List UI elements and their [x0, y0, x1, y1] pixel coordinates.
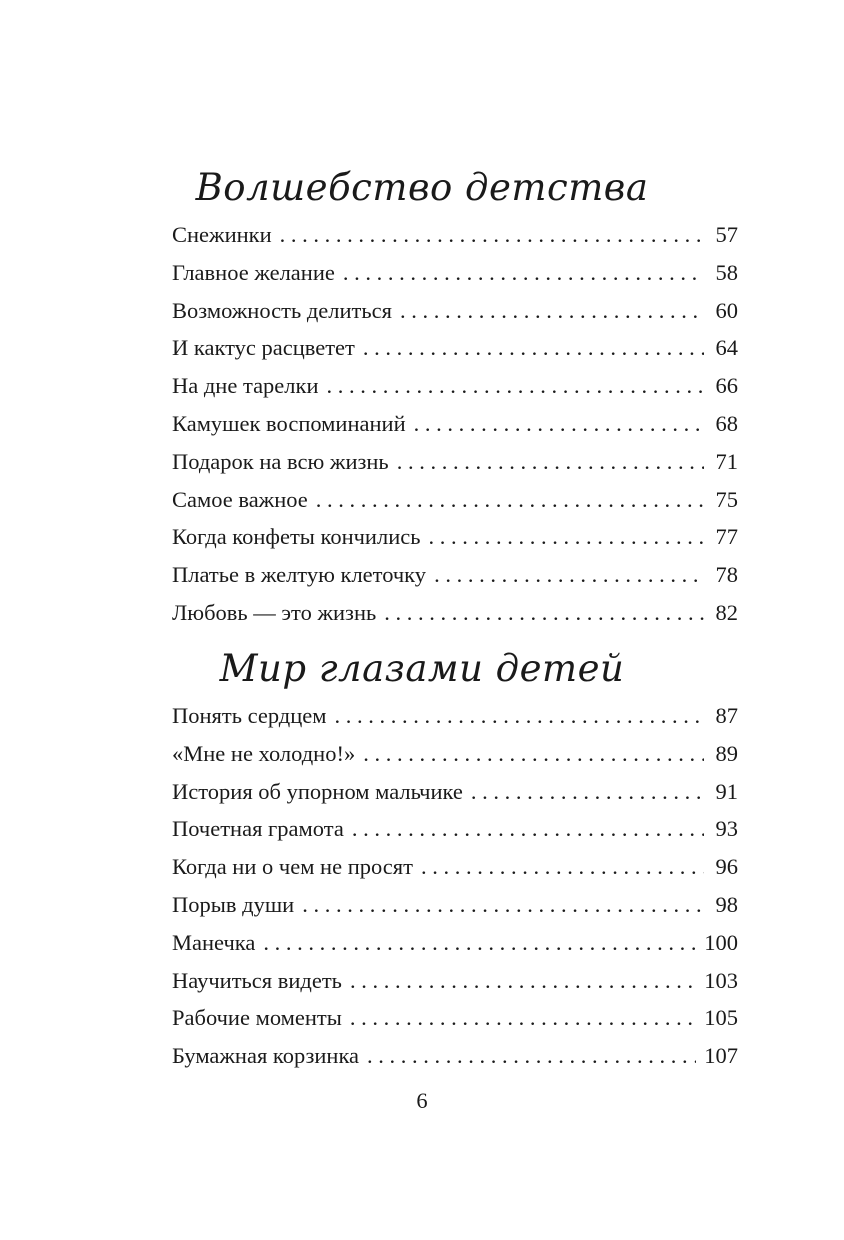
toc-entry	[172, 254, 738, 292]
toc-entry-title: Возможность делиться	[172, 297, 392, 323]
toc-entry	[172, 886, 738, 924]
dot-leader	[384, 594, 704, 632]
dot-leader	[343, 254, 704, 292]
toc-entry	[172, 810, 738, 848]
toc-entry-title: Подарок на всю жизнь	[172, 448, 389, 474]
toc-entry-page: 105	[704, 1005, 738, 1031]
toc-entry-page: 82	[715, 599, 738, 625]
toc-entry	[172, 481, 738, 519]
dot-leader	[471, 773, 704, 811]
toc-entry	[172, 735, 738, 773]
toc-entry	[172, 518, 738, 556]
dot-leader	[434, 556, 704, 594]
toc-entry-title: Камушек воспоминаний	[172, 410, 406, 436]
dot-leader	[263, 924, 696, 962]
toc-entry-page: 71	[715, 448, 738, 474]
toc-entry-page: 58	[715, 259, 738, 285]
dot-leader	[280, 216, 704, 254]
toc-entry-page: 66	[715, 373, 738, 399]
dot-leader	[421, 848, 704, 886]
section-title-1: Волшебство детства	[195, 166, 649, 209]
dot-leader	[414, 405, 704, 443]
toc-entry-page: 107	[704, 1043, 738, 1069]
toc-entry	[172, 556, 738, 594]
toc-section-2	[172, 697, 738, 1075]
toc-entry	[172, 924, 738, 962]
dot-leader	[316, 481, 704, 519]
toc-entry	[172, 405, 738, 443]
toc-entry	[172, 292, 738, 330]
toc-entry-title: Манечка	[172, 929, 256, 955]
toc-entry	[172, 848, 738, 886]
toc-entry	[172, 773, 738, 811]
toc-entry	[172, 329, 738, 367]
dot-leader	[428, 518, 704, 556]
toc-entry-title: Самое важное	[172, 486, 308, 512]
toc-entry-page: 75	[715, 486, 738, 512]
toc-section-1	[172, 216, 738, 632]
toc-entry-title: Порыв души	[172, 891, 295, 917]
toc-entry-page: 78	[715, 562, 738, 588]
toc-entry-title: Любовь — это жизнь	[172, 599, 377, 625]
toc-entry	[172, 697, 738, 735]
dot-leader	[352, 810, 704, 848]
toc-entry-page: 57	[715, 222, 738, 247]
toc-entry-title: Научиться видеть	[172, 967, 342, 993]
toc-entry-page: 87	[715, 703, 738, 728]
section-title-2: Мир глазами детей	[219, 647, 625, 690]
toc-entry-title: Главное желание	[172, 259, 335, 285]
toc-entry	[172, 962, 738, 1000]
page-number: 6	[416, 1088, 428, 1113]
toc-entry-title: Понять сердцем	[172, 703, 327, 728]
toc-entry-page: 93	[715, 816, 738, 842]
dot-leader	[363, 735, 704, 773]
toc-entry-title: Бумажная корзинка	[172, 1043, 360, 1069]
toc-entry-title: И кактус расцветет	[172, 335, 355, 361]
dot-leader	[327, 367, 705, 405]
toc-entry-page: 77	[715, 524, 738, 550]
toc-entry	[172, 216, 738, 254]
dot-leader	[363, 329, 704, 367]
dot-leader	[302, 886, 704, 924]
toc-entry-title: Когда конфеты кончились	[172, 524, 421, 550]
toc-entry-title: «Мне не холодно!»	[172, 740, 356, 766]
toc-entry-title: Когда ни о чем не просят	[172, 854, 413, 880]
toc-entry	[172, 594, 738, 632]
toc-entry	[172, 999, 738, 1037]
toc-entry-page: 91	[715, 778, 738, 804]
dot-leader	[367, 1037, 696, 1075]
toc-entry-page: 64	[715, 335, 738, 361]
dot-leader	[350, 999, 696, 1037]
toc-entry-page: 60	[715, 297, 738, 323]
dot-leader	[335, 697, 704, 735]
toc-entry-title: Рабочие моменты	[172, 1005, 342, 1031]
toc-entry	[172, 1037, 738, 1075]
toc-entry-page: 96	[715, 854, 738, 880]
toc-entry-title: На дне тарелки	[172, 373, 319, 399]
toc-entry-page: 68	[715, 410, 738, 436]
toc-entry-title: Почетная грамота	[172, 816, 344, 842]
toc-entry	[172, 367, 738, 405]
toc-entry-page: 103	[704, 967, 738, 993]
toc-entry-page: 98	[715, 891, 738, 917]
toc-entry-title: История об упорном мальчике	[172, 778, 463, 804]
toc-entry-title: Платье в желтую клеточку	[172, 562, 427, 588]
toc-entry-page: 100	[704, 929, 738, 955]
toc-entry-page: 89	[715, 740, 738, 766]
toc-entry	[172, 443, 738, 481]
dot-leader	[397, 443, 704, 481]
dot-leader	[400, 292, 704, 330]
dot-leader	[350, 962, 696, 1000]
toc-entry-title: Снежинки	[172, 222, 272, 247]
